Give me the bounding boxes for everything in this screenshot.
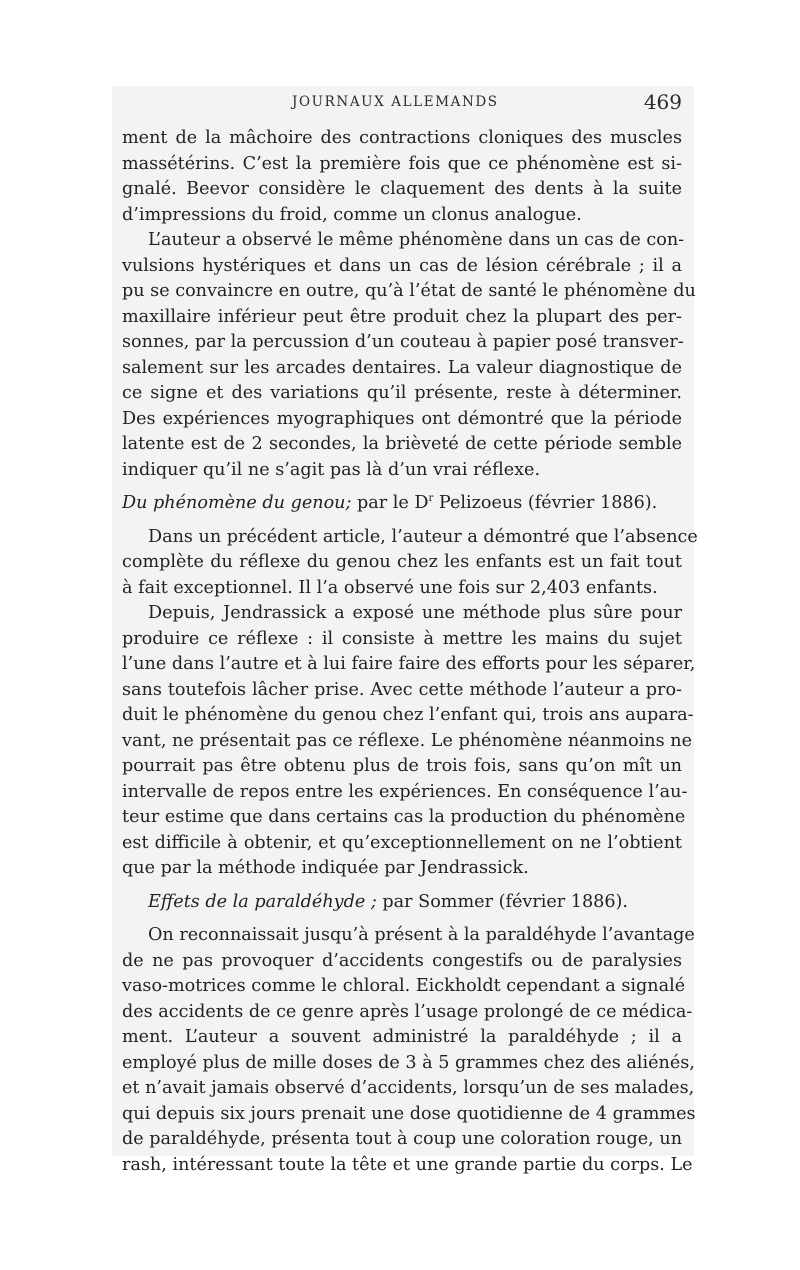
text-line: gnalé. Beevor considère le claquement des dents à la suite bbox=[122, 179, 682, 199]
text-line: ment de la mâchoire des contractions cloniques des muscles bbox=[122, 128, 682, 148]
text-line: pourrait pas être obtenu plus de trois fois, sans qu’on mît un bbox=[122, 756, 682, 776]
section-spacer bbox=[122, 517, 682, 525]
page-number: 469 bbox=[643, 90, 682, 114]
text-line: de paraldéhyde, présenta tout à coup une coloration rouge, un bbox=[122, 1129, 683, 1149]
section-author: Pelizoeus (février 1886). bbox=[433, 493, 658, 513]
section-author-prefix: par le D bbox=[357, 493, 429, 513]
text-line: Des expériences myographiques ont démontré que la période bbox=[122, 408, 682, 429]
section-spacer bbox=[122, 882, 682, 890]
section-title: Effets de la paraldéhyde ; bbox=[148, 891, 377, 912]
text-line: vant, ne présentait pas ce réflexe. Le phénomène néanmoins ne bbox=[122, 730, 692, 751]
text-line: teur estime que dans certains cas la production du phénomène bbox=[122, 807, 686, 827]
text-line: produire ce réflexe : il consiste à mettre les mains du sujet bbox=[122, 628, 682, 649]
text-line: ment. L’auteur a souvent administré la paraldéhyde ; il a bbox=[122, 1027, 682, 1047]
text-line: massétérins. C’est la première fois que ce phénomène est si- bbox=[122, 153, 682, 174]
text-line: et n’avait jamais observé d’accidents, lorsqu’un de ses malades, bbox=[122, 1078, 695, 1098]
text-line: Depuis, Jendrassick a exposé une méthode plus sûre pour bbox=[148, 603, 682, 623]
running-head: JOURNAUX ALLEMANDS bbox=[292, 94, 499, 110]
text-line: ce signe et des variations qu’il présente, reste à déterminer. bbox=[122, 383, 682, 403]
section-title: Du phénomène du genou; bbox=[122, 493, 352, 513]
text-line: vulsions hystériques et dans un cas de lésion cérébrale ; il a bbox=[122, 255, 682, 276]
text-line: L’auteur a observé le même phénomène dans un cas de con- bbox=[148, 230, 685, 250]
section-spacer bbox=[122, 483, 682, 491]
text-line: employé plus de mille doses de 3 à 5 grammes chez des aliénés, bbox=[122, 1052, 695, 1073]
section-author: par Sommer (février 1886). bbox=[376, 891, 628, 912]
text-line: qui depuis six jours prenait une dose quotidienne de 4 grammes bbox=[122, 1103, 696, 1124]
text-line: duit le phénomène du genou chez l’enfant qui, trois ans aupara- bbox=[122, 705, 694, 725]
text-line: latente est de 2 secondes, la brièveté de cette période semble bbox=[122, 434, 682, 454]
section-author-sup: r bbox=[428, 493, 434, 505]
article-text bbox=[122, 126, 698, 1178]
page-header bbox=[122, 90, 682, 120]
text-line: sonnes, par la percussion d’un couteau à papier posé transver- bbox=[122, 332, 684, 352]
text-line: pu se convaincre en outre, qu’à l’état de santé le phénomène du bbox=[122, 281, 696, 301]
text-line: Dans un précédent article, l’auteur a démontré que l’absence bbox=[148, 526, 698, 547]
section-heading-genou bbox=[122, 491, 682, 517]
text-line: des accidents de ce genre après l’usage prolongé de ce médica- bbox=[122, 1001, 693, 1022]
text-line: rash, intéressant toute la tête et une grande partie du corps. Le bbox=[122, 1154, 693, 1175]
text-line: vaso-motrices comme le chloral. Eickholdt cependant a signalé bbox=[122, 976, 686, 996]
text-line: de ne pas provoquer d’accidents congestifs ou de paralysies bbox=[122, 950, 682, 971]
text-line: que par la méthode indiquée par Jendrassick. bbox=[122, 858, 529, 878]
text-line: l’une dans l’autre et à lui faire faire des efforts pour les séparer, bbox=[122, 654, 696, 674]
text-line: indiquer qu’il ne s’agit pas là d’un vrai réflexe. bbox=[122, 459, 541, 480]
text-line: est difficile à obtenir, et qu’exceptionnellement on ne l’obtient bbox=[122, 832, 682, 853]
section-spacer bbox=[122, 915, 682, 923]
text-line: à fait exceptionnel. Il l’a observé une fois sur 2,403 enfants. bbox=[122, 577, 658, 598]
text-line: d’impressions du froid, comme un clonus analogue. bbox=[122, 204, 582, 225]
text-line: On reconnaissait jusqu’à présent à la paraldéhyde l’avantage bbox=[148, 925, 695, 945]
text-line: sans toutefois lâcher prise. Avec cette méthode l’auteur a pro- bbox=[122, 679, 682, 700]
text-line: complète du réflexe du genou chez les enfants est un fait tout bbox=[122, 552, 682, 572]
text-line: salement sur les arcades dentaires. La valeur diagnostique de bbox=[122, 357, 682, 378]
section-heading-paraldehyde bbox=[122, 890, 682, 916]
text-line: intervalle de repos entre les expériences. En conséquence l’au- bbox=[122, 781, 688, 802]
text-line: maxillaire inférieur peut être produit chez la plupart des per- bbox=[122, 306, 682, 327]
